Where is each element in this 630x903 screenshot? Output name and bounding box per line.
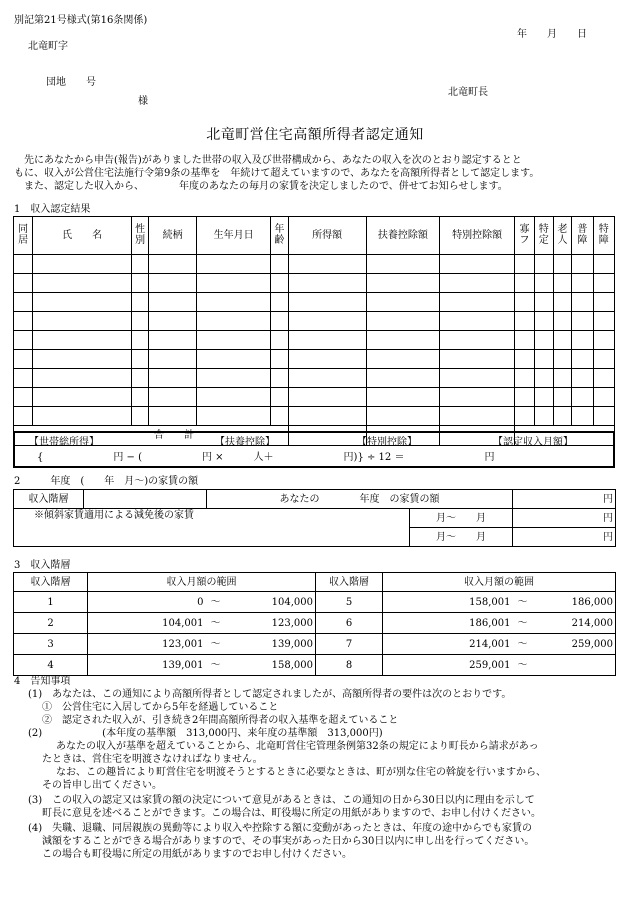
col-dokyo: 同居 [14, 217, 33, 255]
total-label: 合 計 [14, 426, 289, 446]
col-sex: 性別 [131, 217, 148, 255]
col-name: 氏 名 [33, 217, 132, 255]
range-header-left: 収入月額の範囲 [88, 573, 316, 592]
col-income: 所得額 [288, 217, 366, 255]
intro-line-1: 先にあなたから申告(報告)がありました世帯の収入及び世帯構成から、あなたの収入を次のとおり認定するとと [24, 155, 522, 166]
section1-heading: 1 収入認定結果 [14, 204, 91, 215]
tier-header-left: 収入階層 [14, 573, 88, 592]
notice-1: (1) あなたは、この通知により高額所得者として認定されましたが、高額所得者の要件は次のとおりです。 [28, 689, 512, 700]
form-number: 別記第21号様式(第16条関係) [14, 15, 148, 26]
col-kafu: 寡フ [515, 217, 534, 255]
table-row [14, 255, 615, 274]
notice-2d: その旨申し出てください。 [42, 780, 162, 791]
table-row [14, 407, 615, 426]
intro-line-2: もに、収入が公営住宅法施行令第9条の基準を 年続けて超えていますので、あなたを高額所得者として認定します。 [14, 168, 540, 179]
rent-amount-label: あなたの 年度 の家賃の額 [207, 490, 513, 509]
calculation-formula: { 円 − ( 円 × 人＋ 円)} ÷ 12 ＝ 円 [37, 452, 495, 463]
table-row [14, 274, 615, 293]
reduced-period-1[interactable]: 月〜 月 [410, 509, 513, 528]
col-special-deduction: 特別控除額 [440, 217, 515, 255]
label-dependent-deduction: 【扶養控除】 [215, 437, 275, 448]
table-row: 2 104,001 〜 123,000 6 186,001 〜 214,000 [14, 613, 616, 634]
address-field: 北竜町字 [28, 41, 68, 52]
notice-3b: 町長に意見を述べることができます。この場合は、町役場に所定の用紙がありますので、お申し付けください。 [42, 808, 541, 819]
notice-3a: (3) この収入の認定又は家賃の額の決定について意見があるときは、この通知の日から30日以内に理由を示して [28, 795, 535, 806]
document-title: 北竜町営住宅高額所得者認定通知 [206, 127, 424, 143]
table-row: 1 0 〜 104,000 5 158,001 〜 186,000 [14, 592, 616, 613]
range-header-right: 収入月額の範囲 [383, 573, 616, 592]
table-row: 4 139,001 〜 158,000 8 259,001 〜 [14, 655, 616, 676]
notice-2a: あなたの収入が基準を超えていることから、北竜町営住宅管理条例第32条の規定により町長から請求があっ [56, 741, 539, 752]
income-table [13, 216, 615, 446]
table-row [14, 331, 615, 350]
table-row [14, 350, 615, 369]
section2-heading: 2 年度 ( 年 月〜)の家賃の額 [14, 476, 199, 487]
reduced-period-2[interactable]: 月〜 月 [410, 528, 513, 547]
table-row: 3 123,001 〜 139,000 7 214,001 〜 259,000 [14, 634, 616, 655]
table-row [14, 369, 615, 388]
col-dependent-deduction: 扶養控除額 [366, 217, 439, 255]
col-fusho: 普障 [572, 217, 593, 255]
col-tokutei: 特定 [534, 217, 553, 255]
notice-2: (2) (本年度の基準額 313,000円、来年度の基準額 313,000円) [28, 728, 383, 739]
notice-4b: 減額をすることができる場合がありますので、その事実があった日から30日以内に申し出を行ってください。 [42, 836, 535, 847]
col-relation: 続柄 [149, 217, 197, 255]
intro-line-3: また、認定した収入から、 年度のあなたの毎月の家賃を決定しましたので、併せてお知らせします。 [24, 181, 508, 192]
col-rojin: 老人 [553, 217, 571, 255]
calculation-box [13, 431, 615, 468]
section4-heading: 4 告知事項 [14, 676, 71, 687]
col-birthdate: 生年月日 [197, 217, 271, 255]
table-row [14, 293, 615, 312]
label-total-income: 【世帯総所得】 [29, 437, 99, 448]
reduced-amount-1[interactable]: 円 [513, 509, 616, 528]
date-field: 年 月 日 [517, 29, 587, 40]
notice-4c: この場合も町役場に所定の用紙がありますのでお申し付けください。 [42, 849, 352, 860]
section3-heading: 3 収入階層 [14, 560, 71, 571]
table-row [14, 388, 615, 407]
rent-tier-label: 収入階層 [14, 490, 84, 509]
notice-1b: ② 認定された収入が、引き続き2年間高額所得者の収入基準を超えていること [42, 715, 399, 726]
income-tier-table [13, 572, 616, 676]
reduced-rent-label: ※傾斜家賃適用による減免後の家賃 [14, 509, 410, 547]
rent-amount-value[interactable]: 円 [513, 490, 616, 509]
mayor-label: 北竜町長 [448, 87, 488, 98]
label-special-deduction: 【特別控除】 [357, 437, 417, 448]
rent-tier-value[interactable] [84, 490, 207, 509]
label-monthly-income: 【認定収入月額】 [493, 437, 573, 448]
notice-1a: ① 公営住宅に入居してから5年を経過していること [42, 702, 279, 713]
recipient-honorific: 様 [138, 96, 148, 107]
danchi-field: 団地 号 [46, 77, 96, 88]
tier-header-right: 収入階層 [316, 573, 383, 592]
notice-2c: なお、この趣旨により町営住宅を明渡そうとするときに必要なときは、町が別な住宅の斡旋を行いますから、 [56, 767, 546, 778]
col-age: 年齢 [271, 217, 288, 255]
reduced-amount-2[interactable]: 円 [513, 528, 616, 547]
col-tokusho: 特障 [593, 217, 614, 255]
notice-4a: (4) 失職、退職、同居親族の異動等により収入や控除する額に変動があったときは、年度の途中からでも家賃の [28, 823, 532, 834]
table-row [14, 312, 615, 331]
rent-table [13, 489, 616, 547]
notice-2b: たときは、営住宅を明渡さなければなりません。 [42, 754, 263, 765]
